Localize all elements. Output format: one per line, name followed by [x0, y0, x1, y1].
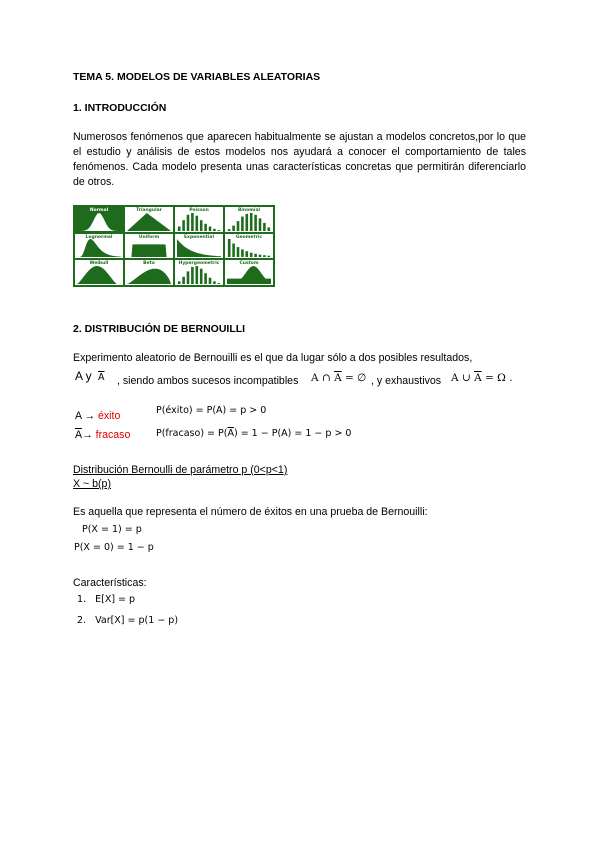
distribution-thumb-label: Lognormal [85, 234, 113, 240]
distribution-shape-uniform [127, 239, 171, 257]
distribution-shape-geometric [227, 239, 271, 257]
union-a: A ∪ [451, 372, 471, 384]
distribution-thumb-label: Weibull [89, 261, 109, 267]
union-end: . [509, 372, 513, 384]
distribution-thumb-custom [225, 260, 273, 285]
outcome-failure-row [75, 428, 130, 442]
union-rhs: = Ω [485, 372, 506, 384]
section-2-heading: 2. DISTRIBUCIÓN DE BERNOUILLI [73, 323, 246, 335]
distribution-shape-binomial [227, 213, 271, 231]
distribution-thumb-label: Triangular [136, 208, 162, 213]
distribution-thumb-label: Normal [89, 208, 109, 213]
distribution-thumb-weibull [75, 260, 123, 285]
distribution-thumb-uniform [125, 234, 173, 259]
distribution-shape-poisson [177, 213, 221, 231]
outcome-failure-formula-abar: $\overline{A}$ [227, 428, 234, 439]
outcome-success-formula: P(éxito) = P(A) = p > 0 [156, 405, 267, 416]
distribution-shape-beta [127, 266, 171, 284]
events-a-and-abar [75, 369, 105, 383]
distribution-notation: X ~ b(p) [73, 478, 111, 490]
distributions-figure [73, 205, 275, 287]
characteristics-label: Características: [73, 577, 147, 589]
characteristic-1 [77, 594, 135, 605]
distribution-thumb-normal [75, 207, 123, 232]
characteristic-2-number: 2. [77, 615, 87, 626]
outcome-failure-formula-b: ) = 1 − P(A) = 1 − p > 0 [233, 428, 352, 439]
distribution-title: Distribución Bernoulli de parámetro p (0<p<1) [73, 464, 288, 476]
distribution-thumb-label: Hypergeometric [178, 261, 220, 267]
characteristic-2 [77, 615, 178, 626]
distribution-thumb-triangle [125, 207, 173, 232]
distribution-thumb-label: Beta [143, 261, 155, 267]
characteristic-1-number: 1. [77, 594, 87, 605]
distribution-thumb-label: Geometric [235, 234, 263, 240]
outcome-failure-label: fracaso [95, 429, 131, 441]
intersection-formula [311, 372, 366, 384]
bernouilli-paragraph-line1: Experimento aleatorio de Bernouilli es el que da lugar sólo a dos posibles resultados, [73, 352, 473, 364]
distribution-thumb-lognormal [75, 234, 123, 259]
distribution-shape-lognormal [77, 239, 121, 257]
outcome-failure-formula [156, 428, 351, 439]
characteristic-2-formula: Var[X] = p(1 − p) [95, 615, 179, 626]
distribution-thumb-label: Custom [239, 261, 259, 267]
distribution-thumb-label: Uniform [138, 234, 160, 240]
distribution-thumb-label: Binomial [237, 208, 261, 213]
document-title: TEMA 5. MODELOS DE VARIABLES ALEATORIAS [73, 71, 321, 83]
intersection-abar: $\overline{A}$ [334, 372, 342, 384]
event-abar: $\overline{A}$ [98, 372, 105, 383]
distribution-description: Es aquella que representa el número de éxitos en una prueba de Bernouilli: [73, 506, 428, 518]
distribution-thumb-label: Exponential [183, 234, 215, 240]
distribution-thumb-exponential [175, 234, 223, 259]
distribution-shape-triangle [127, 213, 171, 231]
distribution-shape-weibull [77, 266, 121, 284]
distribution-shape-exponential [177, 239, 221, 257]
distribution-thumb-geometric [225, 234, 273, 259]
outcome-success-event: A → [75, 410, 96, 422]
section-1-heading: 1. INTRODUCCIÓN [73, 102, 167, 114]
distribution-thumb-poisson [175, 207, 223, 232]
outcome-failure-event: $\overline{A}$ [75, 429, 83, 441]
distribution-shape-hypergeometric [177, 266, 221, 284]
distribution-shape-custom [227, 266, 271, 284]
pmf-x-equals-0: P(X = 0) = 1 − p [74, 542, 154, 553]
incompatible-text: , siendo ambos sucesos incompatibles [117, 375, 299, 387]
exhaustive-text: , y exhaustivos [371, 375, 442, 387]
pmf-x-equals-1: P(X = 1) = p [82, 524, 142, 535]
distribution-thumb-label: Poisson [189, 208, 209, 213]
distribution-thumb-hypergeometric [175, 260, 223, 285]
outcome-failure-formula-a: P(fracaso) = P( [156, 428, 228, 439]
distribution-thumb-binomial [225, 207, 273, 232]
intersection-a: A ∩ [311, 372, 331, 384]
distribution-thumb-beta [125, 260, 173, 285]
union-formula [451, 372, 513, 384]
outcome-success-row [75, 409, 120, 423]
union-abar: $\overline{A}$ [474, 372, 482, 384]
event-a: A y [75, 369, 92, 383]
distribution-shape-normal [77, 213, 121, 231]
intro-paragraph: Numerosos fenómenos que aparecen habitualmente se ajustan a modelos concretos,por lo que el estudio y análisis de estos modelos nos ayudará a conocer el comportamiento de tales fenómenos. Cada modelo presenta unas características concretas que permitirán diferenciarlo de otros. [73, 131, 526, 188]
outcome-failure-arrow: → [82, 429, 93, 441]
outcome-success-label: éxito [97, 410, 121, 422]
intersection-rhs: = ∅ [345, 372, 367, 384]
characteristic-1-formula: E[X] = p [95, 594, 136, 605]
